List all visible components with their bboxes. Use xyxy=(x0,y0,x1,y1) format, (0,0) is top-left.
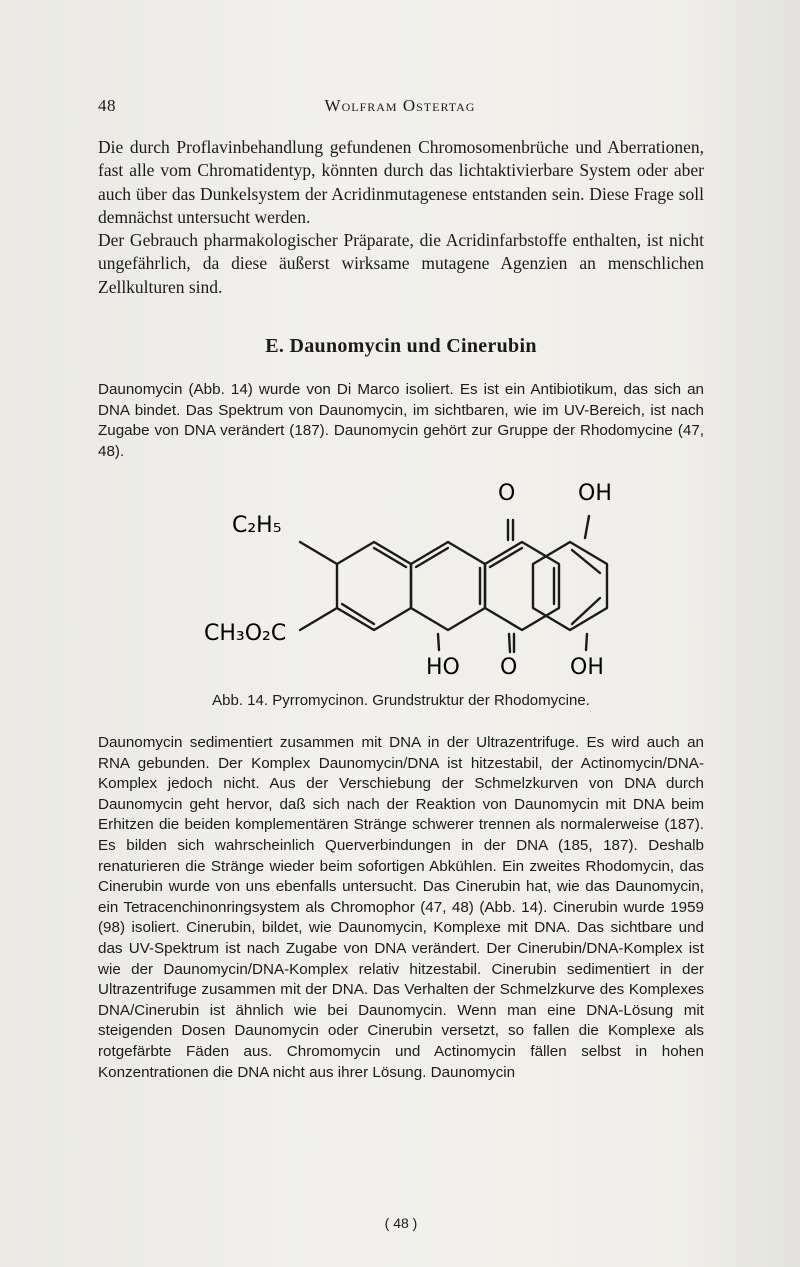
bottom-oh-bond xyxy=(586,634,587,650)
ethyl-bond xyxy=(300,542,337,564)
label-ho: HO xyxy=(426,655,460,680)
ester-bond xyxy=(300,608,337,630)
pyrromycinone-structure xyxy=(204,478,630,680)
ho-bond xyxy=(438,634,439,650)
label-bottom-o: O xyxy=(500,655,518,680)
bottom-carbonyl-bond-a xyxy=(509,634,510,652)
structural-formula-figure xyxy=(204,478,630,680)
label-ethyl: C₂H₅ xyxy=(232,513,282,538)
page-footer-marker: ( 48 ) xyxy=(384,1215,418,1231)
section-paragraph-1: Daunomycin (Abb. 14) wurde von Di Marco isoliert. Es ist ein Antibiotikum, das sich an DNA bindet. Das Spektrum von Daunomycin, im sichtbaren, wie im UV-Bereich, ist nach Zugabe von DNA verändert (187). Daunomycin gehört zur Gruppe der Rhodomycine (47, 48). xyxy=(98,381,704,460)
running-header xyxy=(98,96,702,120)
label-top-oh: OH xyxy=(578,481,612,506)
ring-4-double-bond xyxy=(572,550,600,573)
ring-1 xyxy=(337,542,411,630)
page-number: 48 xyxy=(98,96,116,115)
top-oh-bond xyxy=(585,516,589,538)
body-paragraph-1: Die durch Proflavinbehandlung gefundenen Chromosomenbrüche und Aberrationen, fast alle vom Chromatidentyp, könnten durch das lichtaktivierbare System oder aber auch über das Dunkelsystem der Acridinmutagenese entstanden sein. Diese Frage soll demnächst untersucht werden. xyxy=(98,137,704,227)
section-paragraph-2: Daunomycin sedimentiert zusammen mit DNA in der Ultrazentrifuge. Es wird auch an RNA gebunden. Der Komplex Daunomycin/DNA ist hitzestabil, der Actinomycin/DNA-Komplex jedoch nicht. Aus der Verschiebung der Schmelzkurven von DNA durch Daunomycin geht hervor, daß sich nach der Reaktion von Daunomycin mit DNA beim Erhitzen die beiden komplementären Stränge schwerer trennen als normalerweise (187). Es bilden sich wahrscheinlich Querverbindungen in der DNA (185, 187). Deshalb renaturieren die Stränge wieder beim sofortigen Abkühlen. Ein zweites Rhodomycin, das Cinerubin wurde von uns ebenfalls untersucht. Das Cinerubin hat, wie das Daunomycin, ein Tetracenchinonringsystem als Chromophor (47, 48) (Abb. 14). Cinerubin wurde 1959 (98) isoliert. Cinerubin, bildet, wie Daunomycin, Komplexe mit DNA. Das sichtbare und das UV-Spektrum ist nach Zugabe von DNA verändert. Der Cinerubin/DNA-Komplex ist wie der Daunomycin/DNA-Komplex relativ hitzestabil. Cinerubin sedimentiert in der Ultrazentrifuge zusammen mit der DNA. Das Verhalten der Schmelzkurve des Komplexes DNA/Cinerubin ist ähnlich wie bei Daunomycin. Wenn man eine DNA-Lösung mit steigenden Dosen Daunomycin oder Cinerubin versetzt, so fallen die Komplexe als rotgefärbte Fäden aus. Chromomycin und Actinomycin fällen selbst in hohen Konzentrationen die DNA nicht aus ihrer Lösung. Daunomycin xyxy=(98,734,704,1081)
label-ester: CH₃O₂C xyxy=(204,621,287,646)
body-paragraph-2: Der Gebrauch pharmakologischer Präparate, die Acridinfarbstoffe enthalten, ist nicht ungefährlich, da diese äußerst wirksame mutagene Agenzien an menschlichen Zellkulturen sind. xyxy=(98,230,704,297)
label-bottom-oh: OH xyxy=(570,655,604,680)
ring-2 xyxy=(411,542,485,630)
figure-caption: Abb. 14. Pyrromycinon. Grundstruktur der Rhodomycine. xyxy=(212,692,590,709)
running-header-author: Wolfram Ostertag xyxy=(324,96,476,115)
section-heading: E. Daunomycin und Cinerubin xyxy=(265,335,537,357)
label-top-o: O xyxy=(498,481,516,506)
